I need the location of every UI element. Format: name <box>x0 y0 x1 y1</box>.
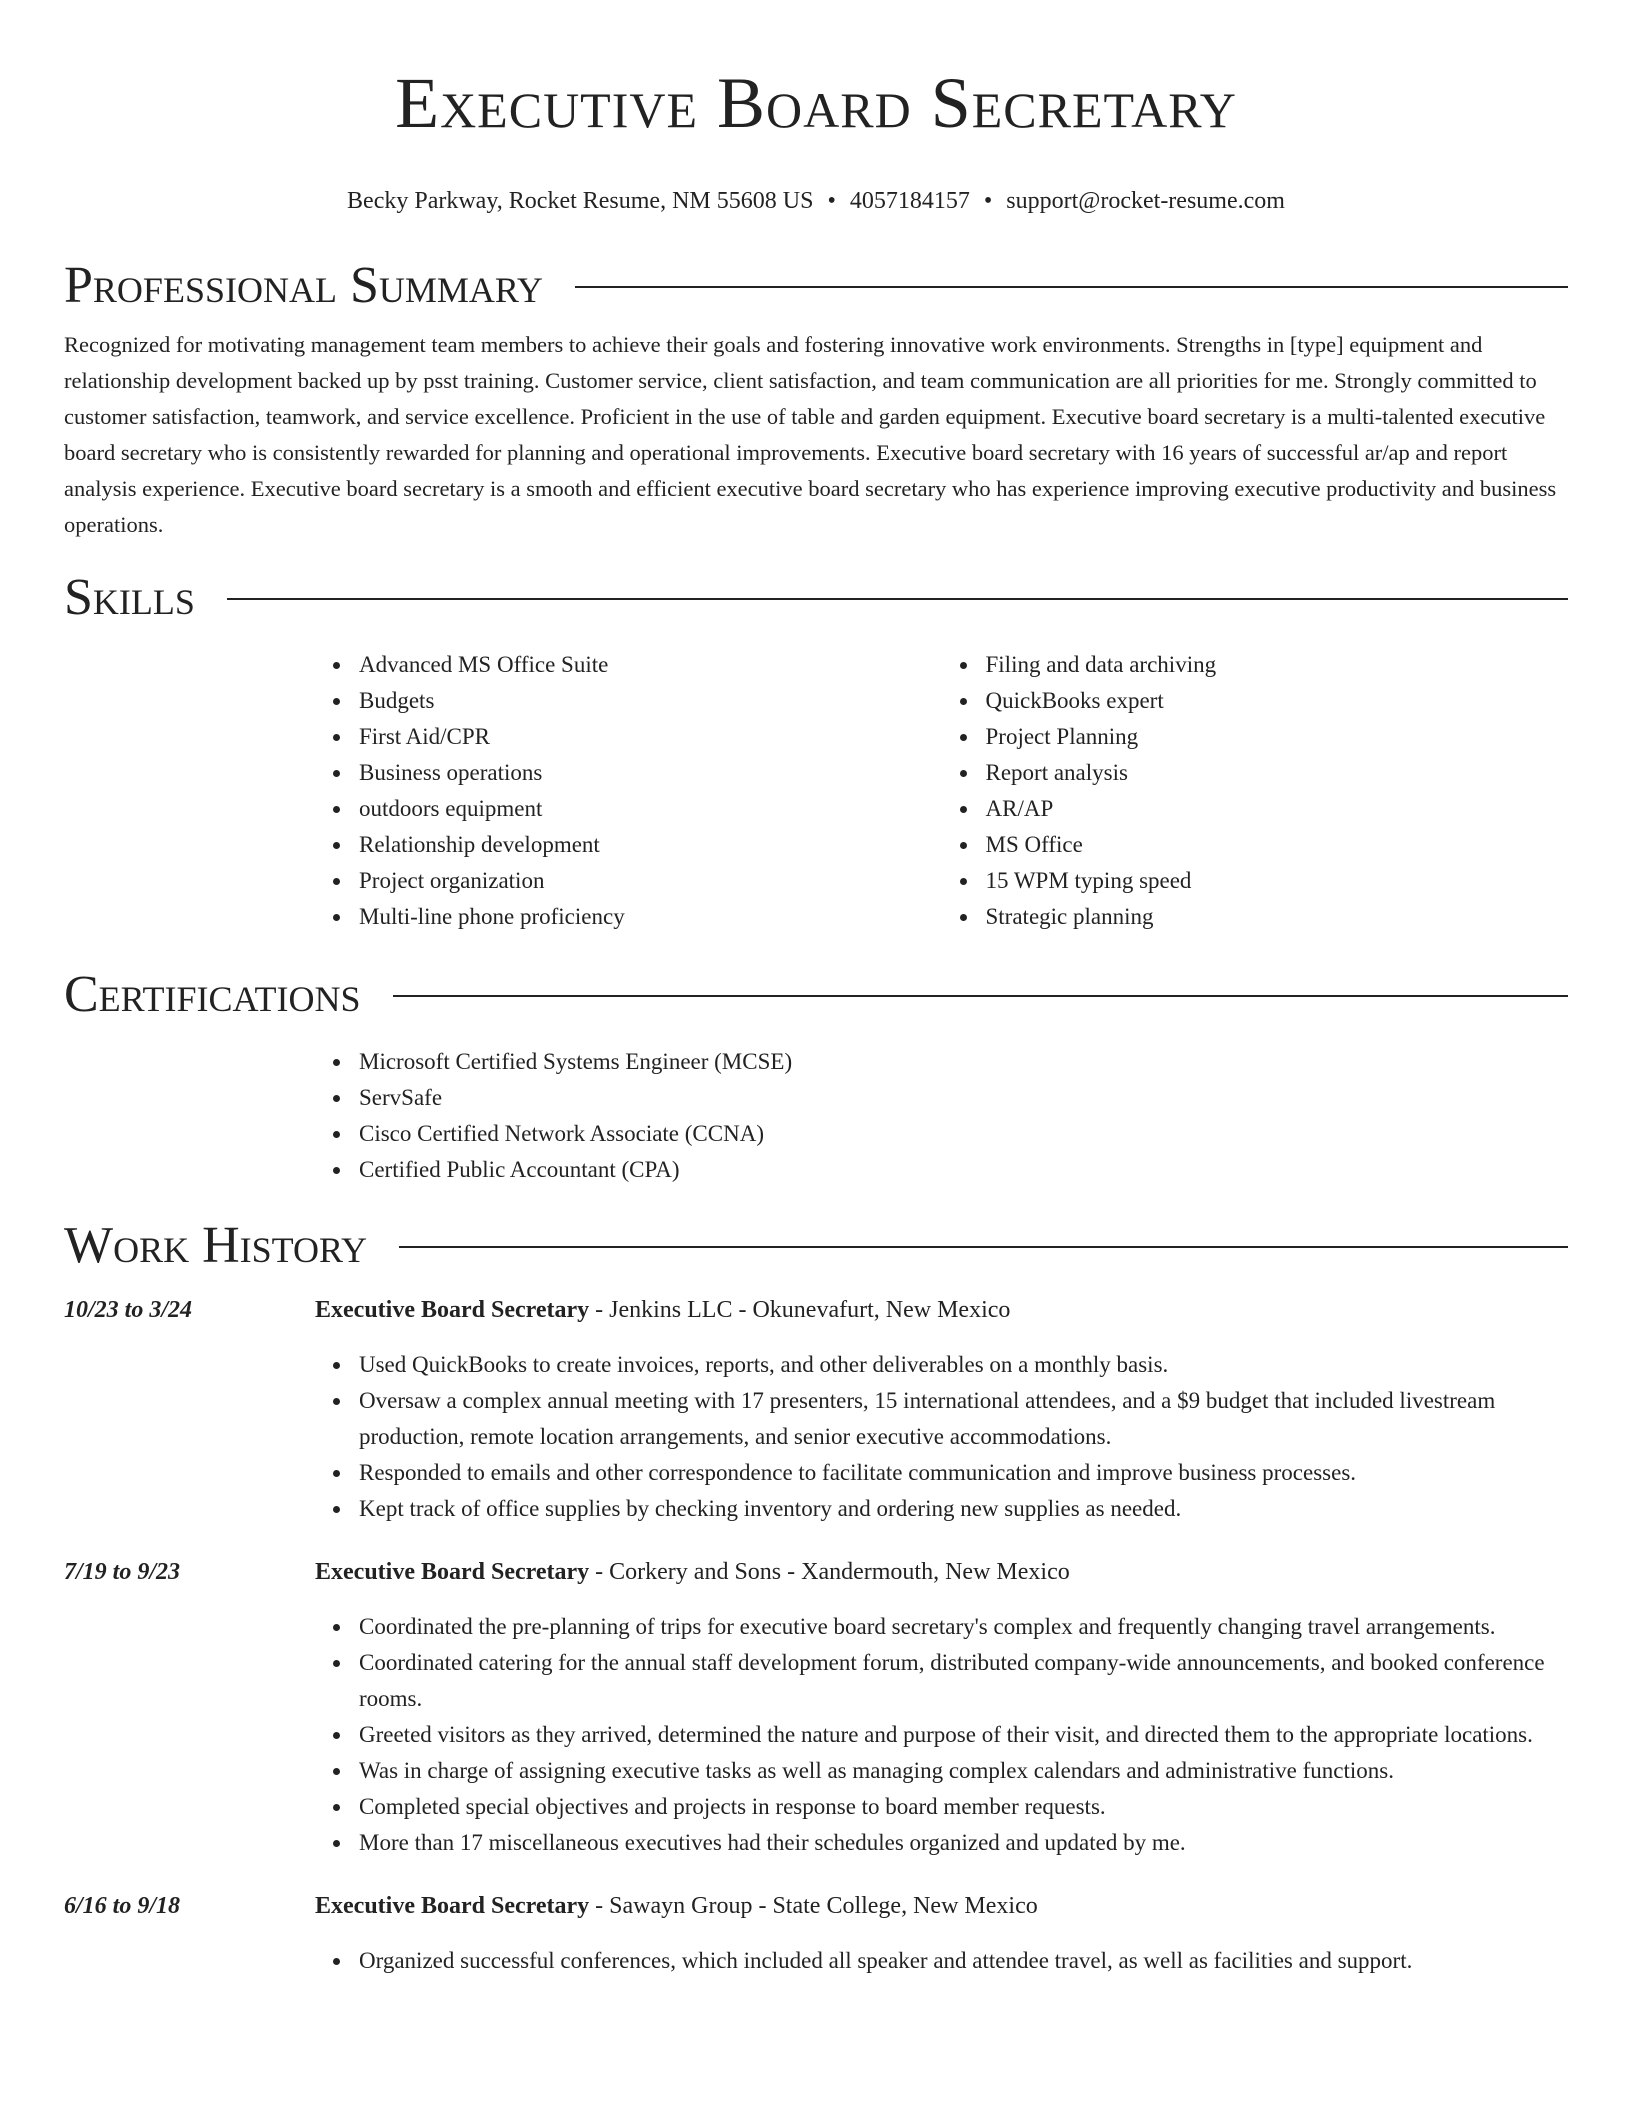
summary-section <box>64 253 1568 543</box>
certifications-header <box>64 962 1568 1028</box>
skill-item: Filing and data archiving <box>986 647 1569 683</box>
job-bullet: Used QuickBooks to create invoices, reports, and other deliverables on a monthly basis. <box>359 1347 1568 1383</box>
skill-item: Multi-line phone proficiency <box>359 899 942 935</box>
skills-header <box>64 565 1568 631</box>
job-bullet: More than 17 miscellaneous executives had their schedules organized and updated by me. <box>359 1825 1568 1861</box>
job-company-location: - Jenkins LLC - Okunevafurt, New Mexico <box>589 1297 1011 1323</box>
contact-separator: • <box>827 188 836 214</box>
skill-item: Budgets <box>359 683 942 719</box>
skills-title: Skills <box>64 569 195 626</box>
work-history-title: Work History <box>64 1217 368 1274</box>
skills-list-right <box>942 647 1569 935</box>
resume-page <box>64 0 1568 1979</box>
job-bullet: Oversaw a complex annual meeting with 17 presenters, 15 international attendees, and a $9 budget that included livestream production, remote location arrangements, and senior executive accommodations. <box>359 1383 1568 1455</box>
summary-title: Professional Summary <box>64 257 543 314</box>
job-bullets <box>315 1609 1568 1861</box>
skills-columns <box>315 647 1568 935</box>
job-bullet: Responded to emails and other correspondence to facilitate communication and improve business processes. <box>359 1455 1568 1491</box>
work-history-header <box>64 1213 1568 1279</box>
skills-section <box>64 565 1568 935</box>
skills-list-left <box>315 647 942 935</box>
section-divider <box>227 598 1568 600</box>
certification-item: Cisco Certified Network Associate (CCNA) <box>359 1116 1568 1152</box>
summary-header <box>64 253 1568 319</box>
job-bullets <box>315 1347 1568 1527</box>
job-company-location: - Corkery and Sons - Xandermouth, New Mexico <box>589 1559 1070 1585</box>
skill-item: Report analysis <box>986 755 1569 791</box>
job-bullet: Coordinated the pre-planning of trips for executive board secretary's complex and frequently changing travel arrangements. <box>359 1609 1568 1645</box>
job-entry <box>64 1559 1568 1861</box>
certifications-title: Certifications <box>64 966 361 1023</box>
skill-item: Relationship development <box>359 827 942 863</box>
job-bullets <box>315 1943 1568 1979</box>
section-divider <box>399 1246 1568 1248</box>
job-header <box>64 1559 1568 1595</box>
summary-text: Recognized for motivating management team members to achieve their goals and fostering innovative work environments. Strengths in [type] equipment and relationship development backed up by psst training. Customer service, client satisfaction, and team communication are all priorities for me. Strongly committed to customer satisfaction, teamwork, and service excellence. Proficient in the use of table and garden equipment. Executive board secretary is a multi-talented executive board secretary who is consistently rewarded for planning and operational improvements. Executive board secretary with 16 years of successful ar/ap and report analysis experience. Executive board secretary is a smooth and efficient executive board secretary who has experience improving executive productivity and business operations. <box>64 332 1557 537</box>
job-role: Executive Board Secretary <box>315 1893 590 1919</box>
job-role: Executive Board Secretary <box>315 1559 590 1585</box>
skill-item: MS Office <box>986 827 1569 863</box>
resume-name: Executive Board Secretary <box>395 63 1237 143</box>
job-dates: 6/16 to 9/18 <box>64 1893 181 1919</box>
skill-item: Project organization <box>359 863 942 899</box>
job-role: Executive Board Secretary <box>315 1297 590 1323</box>
skill-item: Business operations <box>359 755 942 791</box>
contact-address: Becky Parkway, Rocket Resume, NM 55608 US <box>347 188 814 214</box>
section-divider <box>575 286 1568 288</box>
certification-item: ServSafe <box>359 1080 1568 1116</box>
skill-item: outdoors equipment <box>359 791 942 827</box>
contact-phone: 4057184157 <box>849 188 970 214</box>
skill-item: Project Planning <box>986 719 1569 755</box>
job-header <box>64 1297 1568 1333</box>
job-title-line <box>315 1297 1010 1324</box>
contact-email: support@rocket-resume.com <box>1006 188 1285 214</box>
certifications-section <box>64 962 1568 1188</box>
skill-item: AR/AP <box>986 791 1569 827</box>
job-dates: 10/23 to 3/24 <box>64 1297 193 1323</box>
skill-item: Strategic planning <box>986 899 1569 935</box>
job-entry <box>64 1893 1568 1979</box>
certifications-list <box>315 1044 1568 1188</box>
work-history-section <box>64 1213 1568 1979</box>
job-bullet: Completed special objectives and projects in response to board member requests. <box>359 1789 1568 1825</box>
job-dates: 7/19 to 9/23 <box>64 1559 181 1585</box>
job-company-location: - Sawayn Group - State College, New Mexico <box>589 1893 1038 1919</box>
contact-separator: • <box>983 188 993 214</box>
skill-item: QuickBooks expert <box>986 683 1569 719</box>
job-header <box>64 1893 1568 1929</box>
job-bullet: Organized successful conferences, which included all speaker and attendee travel, as well as facilities and support. <box>359 1943 1568 1979</box>
job-bullet: Kept track of office supplies by checking inventory and ordering new supplies as needed. <box>359 1491 1568 1527</box>
job-bullet: Coordinated catering for the annual staff development forum, distributed company-wide announcements, and booked conference rooms. <box>359 1645 1568 1717</box>
skill-item: Advanced MS Office Suite <box>359 647 942 683</box>
certification-item: Certified Public Accountant (CPA) <box>359 1152 1568 1188</box>
skill-item: 15 WPM typing speed <box>986 863 1569 899</box>
certification-item: Microsoft Certified Systems Engineer (MCSE) <box>359 1044 1568 1080</box>
contact-line <box>64 186 1568 216</box>
job-bullet: Was in charge of assigning executive tasks as well as managing complex calendars and administrative functions. <box>359 1753 1568 1789</box>
job-title-line <box>315 1559 1070 1586</box>
job-bullet: Greeted visitors as they arrived, determined the nature and purpose of their visit, and directed them to the appropriate locations. <box>359 1717 1568 1753</box>
job-title-line <box>315 1893 1038 1920</box>
job-entry <box>64 1297 1568 1527</box>
section-divider <box>393 995 1568 997</box>
skill-item: First Aid/CPR <box>359 719 942 755</box>
